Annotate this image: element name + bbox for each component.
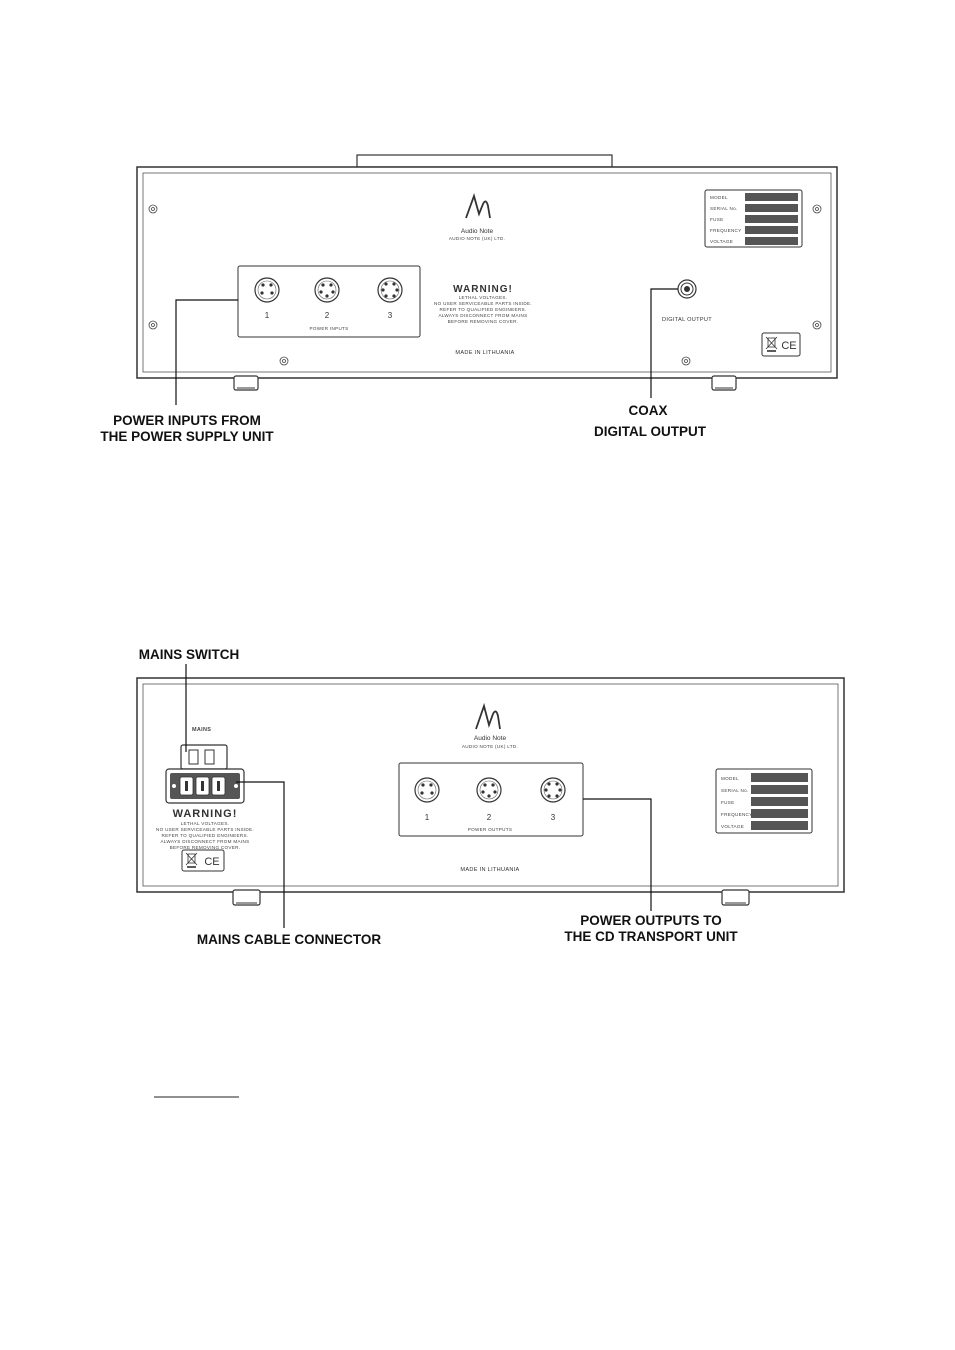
psu-mains-switch[interactable]	[181, 745, 227, 769]
callout-power-outputs-line-1: POWER OUTPUTS TO	[580, 913, 722, 928]
transport-warning-line-2: NO USER SERVICEABLE PARTS INSIDE.	[434, 301, 532, 306]
transport-logo-name: Audio Note	[460, 228, 494, 235]
transport-connector-number-2: 2	[324, 311, 330, 320]
psu-power-outputs-label: POWER OUTPUTS	[467, 827, 513, 832]
psu-rear-panel	[137, 647, 844, 947]
transport-warning-line-4: ALWAYS DISCONNECT FROM MAINS	[438, 313, 528, 318]
psu-warning-line-3: REFER TO QUALIFIED ENGINEERS.	[161, 833, 249, 838]
transport-plate-fuse: FUSE	[710, 217, 724, 222]
transport-warning-line-1: LETHAL VOLTAGES.	[458, 295, 508, 300]
psu-power-outputs	[399, 763, 583, 836]
psu-plate-model: MODEL	[721, 776, 739, 781]
psu-warning-title: WARNING!	[172, 808, 238, 820]
transport-made-in: MADE IN LITHUANIA	[455, 350, 515, 356]
psu-din-connector-1	[415, 778, 439, 802]
transport-connector-number-1: 1	[264, 311, 270, 320]
callout-power-outputs-line-2: THE CD TRANSPORT UNIT	[564, 929, 738, 944]
psu-warning-line-2: NO USER SERVICEABLE PARTS INSIDE.	[156, 827, 254, 832]
transport-warning-line-3: REFER TO QUALIFIED ENGINEERS.	[439, 307, 527, 312]
psu-logo-company: AUDIO NOTE (UK) LTD.	[461, 744, 519, 749]
callout-coax-line-1: COAX	[628, 403, 668, 418]
psu-warning-line-1: LETHAL VOLTAGES.	[180, 821, 230, 826]
psu-plate-fuse: FUSE	[721, 800, 735, 805]
psu-warning-line-5: BEFORE REMOVING COVER.	[169, 845, 241, 850]
transport-din-connector-1	[255, 278, 279, 302]
transport-din-connector-3	[378, 278, 402, 302]
psu-din-connector-2	[477, 778, 501, 802]
psu-plate-frequency: FREQUENCY	[721, 812, 753, 817]
callout-power-inputs-line-1: POWER INPUTS FROM	[113, 413, 261, 428]
psu-warning-line-4: ALWAYS DISCONNECT FROM MAINS	[160, 839, 250, 844]
transport-warning-line-5: BEFORE REMOVING COVER.	[447, 319, 519, 324]
transport-plate-frequency: FREQUENCY	[710, 228, 742, 233]
transport-rating-plate	[705, 190, 802, 247]
transport-plate-serial: SERIAL No.	[710, 206, 738, 211]
psu-mains-label: MAINS	[192, 727, 212, 733]
transport-digital-output-label: DIGITAL OUTPUT	[662, 317, 712, 323]
psu-connector-number-2: 2	[486, 813, 492, 822]
transport-rear-panel	[100, 155, 837, 444]
callout-coax-line-2: DIGITAL OUTPUT	[594, 424, 706, 439]
transport-plate-voltage: VOLTAGE	[710, 239, 734, 244]
transport-logo-company: AUDIO NOTE (UK) LTD.	[448, 236, 506, 241]
callout-power-inputs-line-2: THE POWER SUPPLY UNIT	[100, 429, 274, 444]
psu-made-in: MADE IN LITHUANIA	[460, 867, 520, 873]
psu-ce-badge	[182, 850, 224, 871]
transport-ce-badge	[762, 333, 800, 356]
psu-plate-serial: SERIAL No.	[721, 788, 749, 793]
transport-warning-title: WARNING!	[453, 284, 513, 295]
transport-ce-mark: CE	[781, 340, 797, 352]
transport-connector-number-3: 3	[387, 311, 393, 320]
psu-ce-mark: CE	[204, 856, 220, 868]
callout-mains-cable-connector: MAINS CABLE CONNECTOR	[196, 932, 382, 947]
psu-connector-number-3: 3	[550, 813, 556, 822]
callout-mains-switch: MAINS SWITCH	[138, 647, 240, 662]
transport-power-inputs	[238, 266, 420, 337]
transport-power-inputs-label: POWER INPUTS	[309, 326, 349, 331]
psu-rating-plate	[716, 769, 812, 833]
psu-din-connector-3	[541, 778, 565, 802]
psu-connector-number-1: 1	[424, 813, 430, 822]
psu-logo-name: Audio Note	[473, 735, 507, 742]
transport-din-connector-2	[315, 278, 339, 302]
transport-plate-model: MODEL	[710, 195, 728, 200]
psu-plate-voltage: VOLTAGE	[721, 824, 745, 829]
